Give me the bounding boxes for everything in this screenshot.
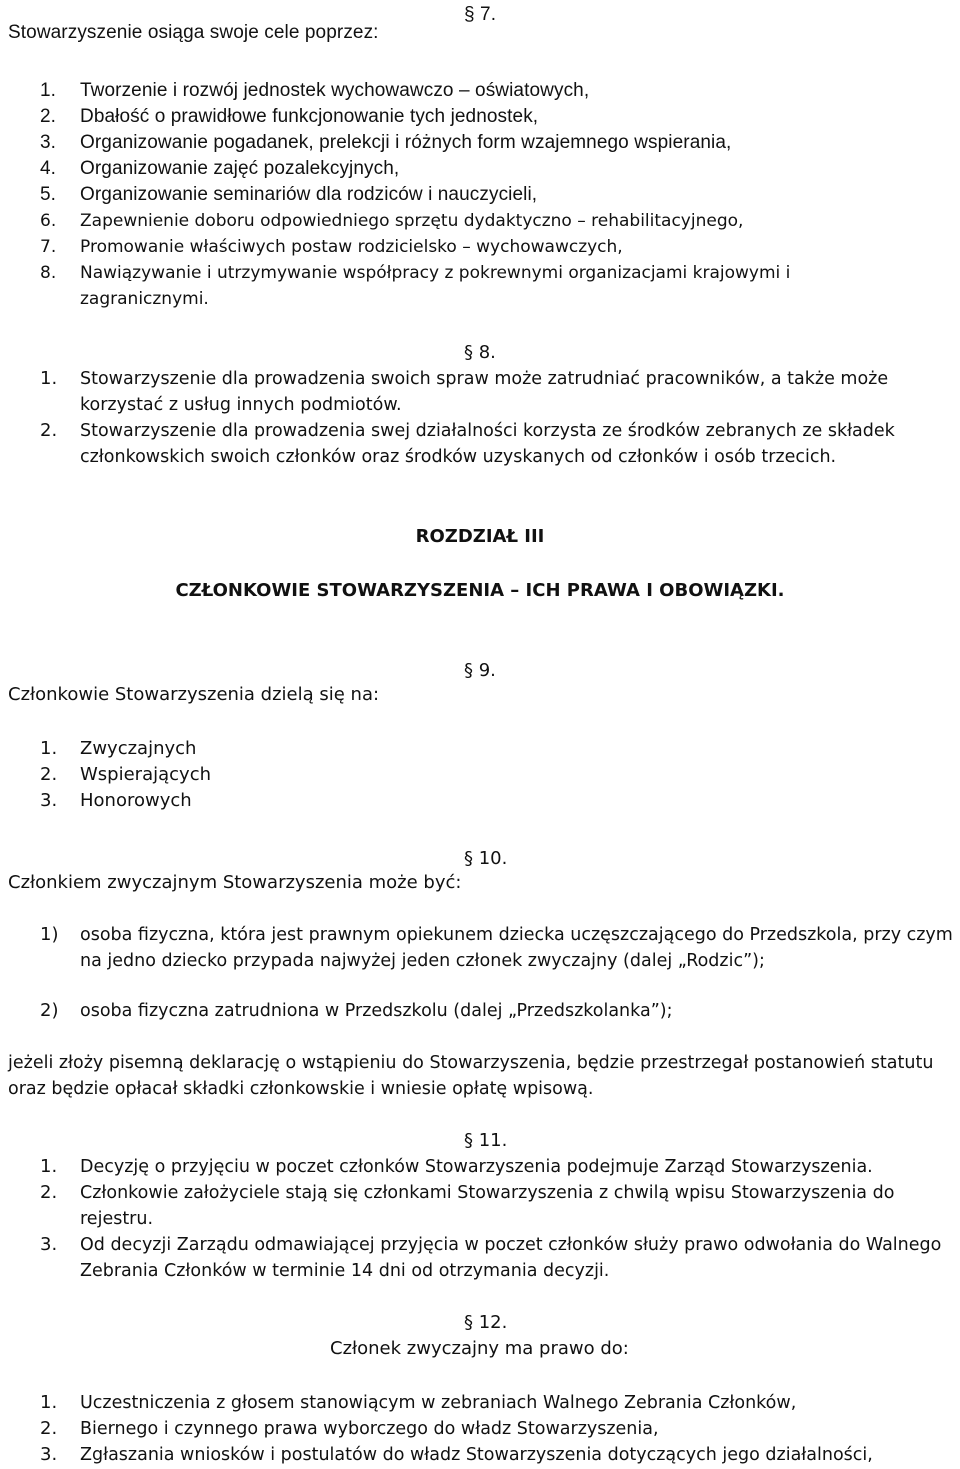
section-8-heading: § 8. bbox=[464, 342, 496, 363]
list-item: Od decyzji Zarządu odmawiającej przyjęcia w poczet członków służy prawo odwołania do Walnego Zebrania Członków w terminie 14 dni od otrzymania decyzji. bbox=[80, 1235, 942, 1281]
list-item-number: 2. bbox=[40, 106, 57, 127]
list-item-number: 4. bbox=[40, 158, 57, 179]
list-item: Stowarzyszenie dla prowadzenia swej działalności korzysta ze środków zebranych ze składek członkowskich swoich członków oraz środków uzyskanych od członków i osób trzecich. bbox=[80, 421, 895, 467]
list-item: Dbałość o prawidłowe funkcjonowanie tych jednostek, bbox=[80, 106, 539, 127]
list-item: Zwyczajnych bbox=[80, 738, 197, 759]
section-9-heading: § 9. bbox=[464, 660, 496, 681]
list-item: osoba fizyczna zatrudniona w Przedszkolu (dalej „Przedszkolanka”); bbox=[80, 1001, 673, 1021]
list-item: Zapewnienie doboru odpowiedniego sprzętu dydaktyczno – rehabilitacyjnego, bbox=[80, 211, 744, 231]
list-item-number: 2. bbox=[40, 1418, 58, 1439]
list-item-number: 3. bbox=[40, 790, 58, 811]
section-11-heading: § 11. bbox=[464, 1130, 508, 1151]
section-10-closing: jeżeli złoży pisemną deklarację o wstąpieniu do Stowarzyszenia, będzie przestrzegał postanowień statutu oraz będzie opłacał składki członkowskie i wniesie opłatę wpisową. bbox=[8, 1053, 934, 1099]
list-item: Tworzenie i rozwój jednostek wychowawczo – oświatowych, bbox=[80, 80, 590, 101]
section-10-intro: Członkiem zwyczajnym Stowarzyszenia może być: bbox=[8, 872, 462, 893]
list-item-number: 2) bbox=[40, 1000, 59, 1021]
list-item: Członkowie założyciele stają się członkami Stowarzyszenia z chwilą wpisu Stowarzyszenia do rejestru. bbox=[80, 1183, 895, 1229]
list-item: Organizowanie pogadanek, prelekcji i różnych form wzajemnego wspierania, bbox=[80, 132, 732, 153]
list-item: Organizowanie seminariów dla rodziców i nauczycieli, bbox=[80, 184, 538, 205]
list-item: Wspierających bbox=[80, 764, 211, 785]
list-item-number: 1) bbox=[40, 924, 59, 945]
list-item-number: 3. bbox=[40, 1444, 58, 1465]
list-item-number: 1. bbox=[40, 80, 57, 101]
list-item-number: 5. bbox=[40, 184, 57, 205]
list-item-number: 1. bbox=[40, 368, 58, 389]
list-item: osoba fizyczna, która jest prawnym opiekunem dziecka uczęszczającego do Przedszkola, przy czym na jedno dziecko przypada najwyżej jeden członek zwyczajny (dalej „Rodzic”); bbox=[80, 925, 953, 971]
list-item: Organizowanie zajęć pozalekcyjnych, bbox=[80, 158, 400, 179]
list-item: Stowarzyszenie dla prowadzenia swoich spraw może zatrudniać pracowników, a także może korzystać z usług innych podmiotów. bbox=[80, 369, 889, 415]
list-item-number: 1. bbox=[40, 1156, 58, 1177]
chapter-title: CZŁONKOWIE STOWARZYSZENIA – ICH PRAWA I OBOWIĄZKI. bbox=[175, 580, 785, 601]
list-item-number: 3. bbox=[40, 132, 57, 153]
list-item-number: 1. bbox=[40, 1392, 58, 1413]
list-item: Honorowych bbox=[80, 790, 192, 811]
chapter-number: ROZDZIAŁ III bbox=[415, 526, 545, 547]
list-item-number: 2. bbox=[40, 764, 58, 785]
section-12-intro: Członek zwyczajny ma prawo do: bbox=[330, 1338, 629, 1359]
section-9-intro: Członkowie Stowarzyszenia dzielą się na: bbox=[8, 684, 380, 705]
list-item-number: 2. bbox=[40, 420, 58, 441]
section-10-heading: § 10. bbox=[464, 848, 508, 869]
list-item-number: 6. bbox=[40, 211, 57, 231]
list-item: Decyzję o przyjęciu w poczet członków Stowarzyszenia podejmuje Zarząd Stowarzyszenia. bbox=[80, 1157, 873, 1177]
list-item-number: 2. bbox=[40, 1182, 58, 1203]
list-item: Uczestniczenia z głosem stanowiącym w zebraniach Walnego Zebrania Członków, bbox=[80, 1393, 797, 1413]
list-item: Promowanie właściwych postaw rodzicielsko – wychowawczych, bbox=[80, 237, 623, 257]
list-item: Biernego i czynnego prawa wyborczego do władz Stowarzyszenia, bbox=[80, 1419, 659, 1439]
list-item-number: 8. bbox=[40, 263, 57, 283]
list-item: Zgłaszania wniosków i postulatów do władz Stowarzyszenia dotyczących jego działalności, bbox=[80, 1445, 873, 1465]
list-item-number: 7. bbox=[40, 237, 57, 257]
section-7-intro: Stowarzyszenie osiąga swoje cele poprzez: bbox=[8, 22, 379, 43]
section-12-heading: § 12. bbox=[464, 1312, 508, 1333]
list-item-number: 3. bbox=[40, 1234, 58, 1255]
list-item-number: 1. bbox=[40, 738, 58, 759]
section-7-heading: § 7. bbox=[464, 4, 497, 25]
list-item: Nawiązywanie i utrzymywanie współpracy z pokrewnymi organizacjami krajowymi i zagranicznymi. bbox=[80, 263, 791, 309]
